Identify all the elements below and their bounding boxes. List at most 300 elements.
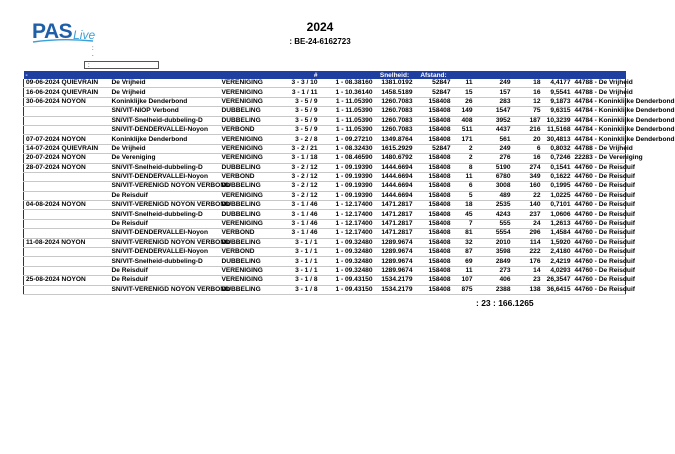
cell-date [24,219,110,228]
cell-place: 3 - 2 / 12 [276,163,320,172]
cell-place: 3 - 1 / 46 [276,219,320,228]
cell-speed: 1289.9674 [375,248,415,257]
cell-percentage: 26,3547 [543,276,573,285]
table-row[interactable] [24,125,626,134]
cell-position: 2 [453,144,475,153]
cell-percentage: 1,4584 [543,229,573,238]
table-row[interactable] [24,276,626,285]
cell-club-name: 44760 - De Reisduif [574,210,635,218]
cell-time: 1 - 11.05390 [320,107,375,116]
cell-type: DUBBELING [220,182,276,191]
cell-participants: 2010 [475,238,513,247]
cell-place: 3 - 1 / 46 [276,210,320,219]
cell-club-name: 44760 - De Reisduif [574,173,635,181]
cell-percentage: 1,5920 [543,238,573,247]
cell-speed: 1444.6694 [375,191,415,200]
cell-club: De Reisduif [110,266,220,275]
cell-distance: 158408 [415,125,453,134]
cell-prizes: 14 [513,266,543,275]
cell-club-name: 44784 - Koninklijke Denderbond [574,97,675,105]
cell-place: 3 - 1 / 11 [276,88,320,97]
cell-speed: 1471.2817 [375,219,415,228]
cell-distance: 158408 [415,163,453,172]
table-row[interactable] [24,201,626,210]
table-row[interactable] [24,182,626,191]
cell-place: 3 - 1 / 8 [276,276,320,285]
cell-club-name: 22283 - De Vereniging [574,154,643,162]
cell-date: 30-06-2024 NOYON [24,97,110,106]
cell-club: SN/VIT-NIOP Verbond [110,107,220,116]
cell-club-name: 44788 - De Vrijheid [574,79,633,87]
table-row[interactable] [24,210,626,219]
cell-type: DUBBELING [220,201,276,210]
cell-date [24,116,110,125]
cell-participants: 3952 [475,116,513,125]
cell-percentage: 0,8032 [543,144,573,153]
cell-participants: 406 [475,276,513,285]
col-header-c[interactable] [513,71,543,79]
cell-percentage: 2,4219 [543,257,573,266]
cell-type: VERENIGING [220,276,276,285]
cell-date [24,266,110,275]
cell-place: 3 - 2 / 12 [276,191,320,200]
cell-distance: 158408 [415,266,453,275]
cell-time: 1 - 11.05390 [320,97,375,106]
cell-distance: 52847 [415,79,453,88]
cell-date [24,257,110,266]
cell-time: 1 - 09.32480 [320,257,375,266]
cell-percentage: 0,1995 [543,182,573,191]
cell-participants: 249 [475,144,513,153]
cell-percentage: 0,7246 [543,154,573,163]
cell-speed: 1471.2817 [375,229,415,238]
table-row[interactable] [24,107,626,116]
page-title-year: 2024 [306,20,334,34]
cell-place: 3 - 2 / 12 [276,182,320,191]
col-header-a[interactable] [453,71,475,79]
cell-percentage: 4,0293 [543,266,573,275]
cell-club-name: 44760 - De Reisduif [574,191,635,199]
cell-position: 5 [453,191,475,200]
cell-percentage: 1,0225 [543,191,573,200]
cell-position: 149 [453,107,475,116]
cell-prizes: 140 [513,201,543,210]
cell-club: Koninklijke Denderbond [110,97,220,106]
cell-prizes: 237 [513,210,543,219]
cell-date [24,125,110,134]
cell-place: 3 - 2 / 12 [276,172,320,181]
cell-club: De Vereniging [110,154,220,163]
table-row[interactable] [24,172,626,181]
cell-participants: 1547 [475,107,513,116]
cell-speed: 1534.2179 [375,285,415,294]
cell-distance: 158408 [415,172,453,181]
cell-club: SN/VIT-VERENIGD NOYON VERBOND [111,285,230,293]
col-header-distance[interactable]: Afstand: [415,71,453,79]
cell-prizes: 222 [513,248,543,257]
cell-type: VERENIGING [220,79,276,88]
cell-percentage: 11,5168 [543,125,573,134]
table-row[interactable] [24,229,626,238]
cell-speed: 1289.9674 [375,238,415,247]
cell-percentage: 1,2613 [543,219,573,228]
cell-type: VERBOND [220,172,276,181]
cell-date: 07-07-2024 NOYON [24,135,110,144]
cell-percentage: 36,6415 [543,285,573,294]
cell-date: 28-07-2024 NOYON [24,163,110,172]
cell-time: 1 - 09.19390 [320,191,375,200]
cell-time: 1 - 12.17400 [320,219,375,228]
cell-place: 3 - 3 / 10 [276,79,320,88]
cell-prizes: 349 [513,172,543,181]
cell-time: 1 - 09.32480 [320,248,375,257]
cell-club: De Vrijheid [110,144,220,153]
cell-club-name: 44760 - De Reisduif [574,201,635,209]
cell-position: 18 [453,201,475,210]
cell-club: SN/VIT-VERENIGD NOYON VERBOND [111,201,230,209]
small-label: : . [92,46,94,58]
cell-participants: 4437 [475,125,513,134]
cell-participants: 157 [475,88,513,97]
cell-time: 1 - 09.43150 [320,276,375,285]
cell-club: De Vrijheid [110,79,220,88]
cell-club: De Reisduif [110,276,220,285]
cell-place: 3 - 1 / 1 [276,266,320,275]
cell-distance: 158408 [415,257,453,266]
cell-position: 69 [453,257,475,266]
cell-speed: 1349.8764 [375,135,415,144]
cell-time: 1 - 09.43150 [320,285,375,294]
cell-time: 1 - 12.17400 [320,201,375,210]
cell-speed: 1471.2817 [375,210,415,219]
cell-club: Koninklijke Denderbond [110,135,220,144]
table-row[interactable] [24,135,626,144]
cell-prizes: 18 [513,79,543,88]
table-row[interactable] [24,219,626,228]
table-row[interactable] [24,154,626,163]
logo-text-live: Live [73,28,96,42]
cell-participants: 6780 [475,172,513,181]
cell-participants: 5554 [475,229,513,238]
cell-time: 1 - 10.36140 [320,88,375,97]
col-header-speed[interactable]: Snelheid: [375,71,415,79]
table-row[interactable] [24,257,626,266]
season-select[interactable]: : [84,61,159,69]
cell-speed: 1260.7083 [375,107,415,116]
cell-speed: 1615.2929 [375,144,415,153]
cell-distance: 52847 [415,88,453,97]
cell-speed: 1444.6694 [375,172,415,181]
table-row[interactable] [24,191,626,200]
cell-time: 1 - 09.27210 [320,135,375,144]
table-row[interactable] [24,238,626,247]
cell-date [24,182,110,191]
cell-percentage: 9,6315 [543,107,573,116]
cell-speed: 1534.2179 [375,276,415,285]
cell-type: VERENIGING [220,266,276,275]
cell-type: DUBBELING [220,285,276,294]
cell-place: 3 - 2 / 8 [276,135,320,144]
cell-type: DUBBELING [220,107,276,116]
cell-prizes: 274 [513,163,543,172]
cell-percentage: 4,4177 [543,79,573,88]
cell-speed: 1444.6694 [375,182,415,191]
cell-participants: 2849 [475,257,513,266]
cell-club-name: 44760 - De Reisduif [574,182,635,190]
cell-date [24,229,110,238]
cell-club-name: 44788 - De Vrijheid [574,88,633,96]
cell-place: 3 - 2 / 21 [276,144,320,153]
cell-date [24,248,110,257]
cell-distance: 158408 [415,154,453,163]
cell-place: 3 - 1 / 46 [276,201,320,210]
cell-club: SN/VIT-Snelheid-dubbeling-D [110,163,220,172]
cell-position: 408 [453,116,475,125]
cell-type: DUBBELING [220,257,276,266]
cell-date: 16-06-2024 QUIEVRAIN [24,88,110,97]
cell-date: 14-07-2024 QUIEVRAIN [24,144,110,153]
cell-position: 26 [453,97,475,106]
cell-club-name: 44760 - De Reisduif [574,285,635,293]
cell-position: 171 [453,135,475,144]
cell-club-name: 44760 - De Reisduif [574,248,635,256]
cell-prizes: 176 [513,257,543,266]
cell-time: 1 - 09.32480 [320,266,375,275]
cell-position: 107 [453,276,475,285]
cell-distance: 158408 [415,285,453,294]
cell-participants: 489 [475,191,513,200]
cell-participants: 3598 [475,248,513,257]
col-header-club[interactable] [110,71,220,79]
cell-date: 20-07-2024 NOYON [24,154,110,163]
table-row[interactable] [24,266,626,275]
cell-date [24,107,110,116]
cell-type: VERBOND [220,125,276,134]
cell-speed: 1289.9674 [375,266,415,275]
cell-participants: 3008 [475,182,513,191]
cell-type: VERENIGING [220,144,276,153]
cell-prizes: 22 [513,191,543,200]
logo-text-pas: PAS [32,20,73,43]
cell-participants: 283 [475,97,513,106]
cell-distance: 52847 [415,144,453,153]
cell-place: 3 - 1 / 46 [276,229,320,238]
table-row[interactable] [24,116,626,125]
cell-club-name: 44760 - De Reisduif [574,163,635,171]
cell-percentage: 9,1873 [543,97,573,106]
cell-distance: 158408 [415,238,453,247]
cell-position: 11 [453,79,475,88]
cell-speed: 1444.6694 [375,163,415,172]
table-row[interactable] [24,97,626,106]
cell-club: SN/VIT-DENDERVALLEI-Noyon [110,229,220,238]
cell-percentage: 2,4180 [543,248,573,257]
cell-place: 3 - 1 / 18 [276,154,320,163]
table-row[interactable] [24,163,626,172]
cell-type: VERBOND [220,229,276,238]
cell-type: VERENIGING [220,97,276,106]
cell-date: 11-08-2024 NOYON [24,238,110,247]
cell-type: VERBOND [220,248,276,257]
cell-type: VERENIGING [220,88,276,97]
cell-percentage: 0,7101 [543,201,573,210]
table-row[interactable] [24,285,626,294]
col-header-date[interactable]: - [24,71,110,79]
cell-percentage: 9,5541 [543,88,573,97]
cell-speed: 1289.9674 [375,257,415,266]
cell-participants: 555 [475,219,513,228]
cell-participants: 249 [475,79,513,88]
cell-date [24,285,110,294]
cell-time: 1 - 12.17400 [320,229,375,238]
cell-club-name: 44760 - De Reisduif [574,267,635,274]
cell-position: 6 [453,182,475,191]
cell-club: SN/VIT-Snelheid-dubbeling-D [110,210,220,219]
cell-prizes: 24 [513,219,543,228]
cell-club: SN/VIT-DENDERVALLEI-Noyon [110,172,220,181]
cell-place: 3 - 5 / 9 [276,97,320,106]
cell-distance: 158408 [415,201,453,210]
cell-time: 1 - 09.32480 [320,238,375,247]
cell-distance: 158408 [415,248,453,257]
cell-position: 7 [453,219,475,228]
results-body [24,79,675,294]
cell-date: 25-08-2024 NOYON [24,276,110,285]
cell-prizes: 216 [513,125,543,134]
cell-distance: 158408 [415,219,453,228]
col-header-place[interactable]: # [276,71,320,79]
cell-date [24,191,110,200]
cell-prizes: 114 [513,238,543,247]
cell-time: 1 - 08.32430 [320,144,375,153]
cell-distance: 158408 [415,135,453,144]
cell-club: SN/VIT-VERENIGD NOYON VERBOND [111,182,230,190]
cell-position: 15 [453,88,475,97]
cell-position: 875 [453,285,475,294]
cell-prizes: 75 [513,107,543,116]
cell-date [24,210,110,219]
cell-participants: 561 [475,135,513,144]
cell-percentage: 0,1622 [543,172,573,181]
cell-position: 8 [453,163,475,172]
cell-prizes: 160 [513,182,543,191]
cell-position: 81 [453,229,475,238]
cell-type: VERENIGING [220,135,276,144]
col-header-b[interactable] [475,71,513,79]
cell-club: SN/VIT-VERENIGD NOYON VERBOND [111,238,230,246]
cell-club-name: 44788 - De Vrijheid [574,144,633,152]
cell-position: 11 [453,172,475,181]
cell-place: 3 - 5 / 9 [276,116,320,125]
cell-type: DUBBELING [220,210,276,219]
cell-participants: 273 [475,266,513,275]
cell-club-name: 44760 - De Reisduif [574,238,635,246]
cell-club: SN/VIT-Snelheid-dubbeling-D [110,257,220,266]
cell-position: 11 [453,266,475,275]
cell-participants: 4243 [475,210,513,219]
cell-prizes: 187 [513,116,543,125]
cell-speed: 1471.2817 [375,201,415,210]
cell-prizes: 16 [513,154,543,163]
cell-speed: 1381.0192 [375,79,415,88]
table-row[interactable] [24,88,626,97]
table-header-row [24,71,626,79]
cell-speed: 1260.7083 [375,116,415,125]
cell-club: SN/VIT-DENDERVALLEI-Noyon [110,125,220,134]
cell-percentage: 1,0606 [543,210,573,219]
cell-participants: 276 [475,154,513,163]
cell-club-name: 44784 - Koninklijke Denderbond [574,107,675,115]
total-score: : 23 : 166.1265 [476,298,534,308]
cell-date [24,172,110,181]
table-row[interactable] [24,79,626,88]
col-header-d[interactable] [543,71,573,79]
cell-percentage: 30,4813 [543,135,573,144]
cell-place: 3 - 1 / 1 [276,248,320,257]
cell-participants: 2388 [475,285,513,294]
table-row[interactable] [24,248,626,257]
col-header-time[interactable] [320,71,375,79]
cell-prizes: 296 [513,229,543,238]
cell-club: De Vrijheid [110,88,220,97]
cell-club-name: 44784 - Koninklijke Denderbond [574,116,675,124]
cell-speed: 1458.5189 [375,88,415,97]
cell-prizes: 23 [513,276,543,285]
cell-time: 1 - 08.46590 [320,154,375,163]
cell-distance: 158408 [415,107,453,116]
cell-type: VERENIGING [220,219,276,228]
cell-distance: 158408 [415,276,453,285]
cell-club: SN/VIT-Snelheid-dubbeling-D [110,116,220,125]
cell-date: 09-06-2024 QUIEVRAIN [24,79,110,88]
cell-place: 3 - 1 / 1 [276,238,320,247]
cell-club: De Reisduif [110,191,220,200]
col-header-type[interactable] [220,71,276,79]
cell-club-name: 44760 - De Reisduif [574,257,635,265]
cell-speed: 1480.6792 [375,154,415,163]
cell-club: De Reisduif [110,219,220,228]
cell-club-name: 44760 - De Reisduif [574,229,635,237]
results-table [23,71,675,295]
cell-speed: 1260.7083 [375,97,415,106]
cell-time: 1 - 08.38160 [320,79,375,88]
cell-time: 1 - 09.19390 [320,172,375,181]
cell-club: SN/VIT-DENDERVALLEI-Noyon [110,248,220,257]
cell-prizes: 6 [513,144,543,153]
cell-percentage: 0,1541 [543,163,573,172]
cell-prizes: 20 [513,135,543,144]
cell-time: 1 - 09.19390 [320,163,375,172]
cell-distance: 158408 [415,229,453,238]
cell-distance: 158408 [415,210,453,219]
table-row[interactable] [24,144,626,153]
cell-place: 3 - 5 / 9 [276,125,320,134]
cell-time: 1 - 09.19390 [320,182,375,191]
cell-participants: 2535 [475,201,513,210]
cell-type: VERENIGING [220,191,276,200]
cell-position: 2 [453,154,475,163]
cell-club-name: 44760 - De Reisduif [574,276,635,284]
cell-time: 1 - 11.05390 [320,125,375,134]
cell-time: 1 - 12.17400 [320,210,375,219]
cell-place: 3 - 5 / 9 [276,107,320,116]
cell-club-name: 44760 - De Reisduif [574,220,635,228]
cell-type: DUBBELING [220,238,276,247]
cell-distance: 158408 [415,191,453,200]
cell-speed: 1260.7083 [375,125,415,134]
col-header-e[interactable] [573,71,626,79]
cell-date: 04-08-2024 NOYON [24,201,110,210]
